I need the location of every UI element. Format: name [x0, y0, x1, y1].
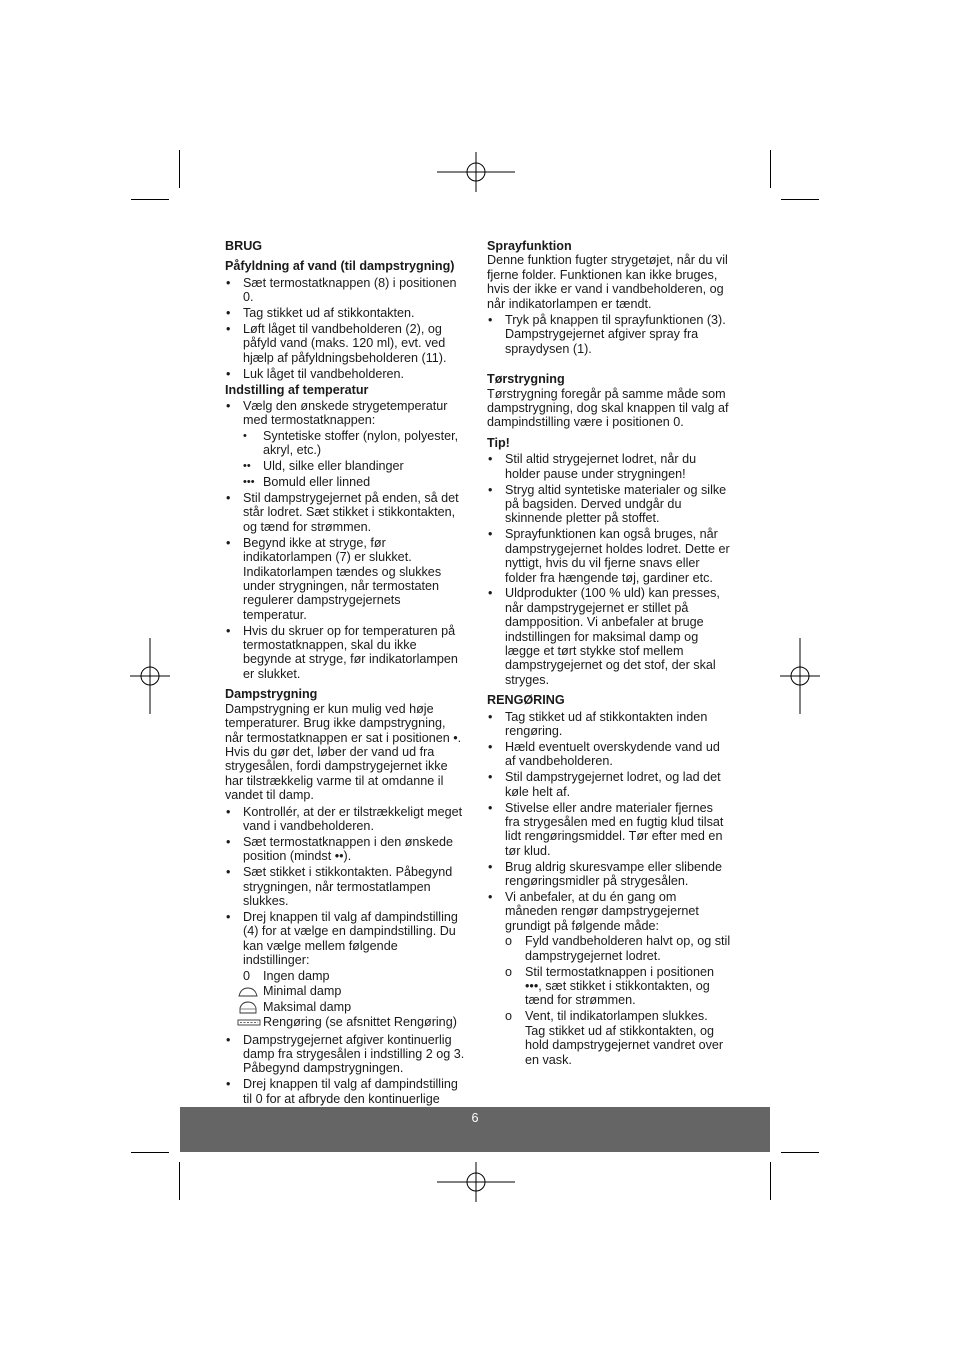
temperature-list	[225, 399, 467, 681]
temperature-dot-marker: •••	[243, 476, 255, 489]
crop-mark-top-left-vertical	[179, 150, 180, 188]
list-item: ••• Bomuld eller linned	[243, 475, 371, 490]
subheading-tip: Tip!	[487, 435, 510, 450]
bullet: •	[488, 770, 493, 785]
list-item: • Løft låget til vandbeholderen (2), og påfyld vand (maks. 120 ml), evt. ved hjælp af påfyldningsbeholderen (11).	[226, 322, 447, 365]
steam-settings-list	[243, 969, 467, 1031]
list-item: • Sprayfunktionen kan også bruges, når dampstrygejernet holdes lodret. Dette er nyttigt, hvis du vil fjerne snavs eller folder fra hængende tøj, gardiner etc.	[488, 527, 730, 585]
bullet: •	[226, 275, 231, 290]
tip-list	[487, 452, 731, 687]
list-item: • Sæt termostatknappen (8) i positionen 0.	[226, 275, 457, 305]
steam-paragraph: Dampstrygning er kun mulig ved høje temperaturer. Brug ikke dampstrygning, når termostatknappen er sat i positionen •. Hvis du gør det, løber der vand ud fra strygesålen, fordi dampstrygejernet ikke har tilstrækkelig varme til at omdanne il vandet til damp.	[225, 701, 462, 803]
cleaning-icon	[237, 1015, 259, 1030]
bullet: •	[488, 452, 493, 467]
list-item: 0 Ingen damp	[243, 968, 330, 983]
list-item: • Sæt termostatknappen i den ønskede position (mindst ••).	[226, 834, 454, 864]
left-column	[225, 239, 467, 1122]
right-column	[487, 239, 731, 1068]
minimal-steam-icon	[237, 984, 259, 999]
temperature-dot-marker: •	[243, 429, 247, 442]
bullet: •	[226, 623, 231, 638]
list-item: o Fyld vandbeholderen halvt op, og stil dampstrygejernet lodret.	[505, 934, 731, 963]
list-item: • Brug aldrig skuresvampe eller slibende rengøringsmidler på strygesålen.	[488, 859, 723, 889]
subheading-spray: Sprayfunktion	[487, 239, 572, 253]
list-item: • Drej knappen til valg af dampindstilling til 0 for at afbryde den kontinuerlige	[226, 1077, 458, 1106]
list-item: o Vent, til indikatorlampen slukkes. Tag stikket ud af stikkontakten, og hold dampstrygejernet vandret over en vask.	[505, 1009, 724, 1067]
circle-bullet: o	[505, 934, 513, 949]
bullet: •	[488, 890, 493, 905]
registration-mark-right	[780, 638, 820, 714]
cleaning-list	[487, 710, 731, 1067]
crop-mark-bottom-left-vertical	[179, 1162, 180, 1200]
subheading-temperature: Indstilling af temperatur	[225, 382, 369, 397]
list-item: • Sæt stikket i stikkontakten. Påbegynd strygningen, når termostatlampen slukkes.	[226, 865, 453, 908]
list-item: • Drej knappen til valg af dampindstilling (4) for at vælge en dampindstilling. Du kan vælge mellem følgende indstillinger: 0 Ingen damp Minimal damp Maksimal damp Rengøring (se afsnittet Rengøring)	[225, 910, 467, 1031]
spray-list	[487, 313, 731, 356]
list-item: • Uldprodukter (100 % uld) kan presses, når dampstrygejernet er stillet på dampposition. Vi anbefaler at bruge indstillingen for maksimal damp og lægge et tørt stykke stof mellem dampstrygejernet og det stof, der skal stryges.	[488, 586, 720, 687]
footer-bar	[180, 1107, 770, 1152]
bullet: •	[226, 491, 231, 505]
page-number: 6	[471, 1111, 479, 1125]
bullet: •	[488, 586, 493, 601]
bullet: •	[226, 535, 231, 550]
list-item: • Stil dampstrygejernet på enden, så det står lodret. Sæt stikket i stikkontakten, og tænd for strømmen.	[226, 491, 459, 534]
bullet: •	[226, 909, 231, 924]
list-item: • Stivelse eller andre materialer fjernes fra strygesålen med en fugtig klud tilsat lidt rengøringsmiddel. Tør efter med en tør klud.	[488, 800, 724, 858]
zero-symbol: 0	[243, 968, 251, 983]
subheading-dry-ironing: Tørstrygning	[487, 372, 565, 387]
list-item: • Kontrollér, at der er tilstrækkeligt meget vand i vandbeholderen.	[226, 804, 463, 833]
list-item: • Tag stikket ud af stikkontakten inden rengøring.	[488, 709, 708, 739]
list-item: • Stil dampstrygejernet lodret, og lad det køle helt af.	[488, 770, 721, 799]
registration-mark-left	[130, 638, 170, 714]
bullet: •	[488, 482, 493, 497]
crop-mark-bottom-right-vertical	[770, 1162, 771, 1200]
list-item: o Stil termostatknappen i positionen •••, sæt stikket i stikkontakten, og tænd for strømmen.	[505, 964, 715, 1008]
bullet: •	[226, 322, 231, 337]
crop-mark-top-right-horizontal	[781, 199, 819, 200]
bullet: •	[488, 313, 493, 328]
dry-paragraph: Tørstrygning foregår på samme måde som dampstrygning, dog skal knappen til valg af dampindstilling være i positionen 0.	[487, 386, 729, 430]
bullet: •	[488, 859, 493, 874]
list-item: • Vælg den ønskede strygetemperatur med termostatknappen: • Syntetiske stoffer (nylon, polyester, akryl, etc.) •• Uld, silke eller blandinger ••• Bomuld eller linned	[225, 399, 467, 489]
crop-mark-bottom-left-horizontal	[131, 1152, 169, 1153]
list-item: • Begynd ikke at stryge, før indikatorlampen (7) er slukket. Indikatorlampen tændes og slukkes under strygningen, når termostaten regulerer dampstrygejernets temperatur.	[226, 535, 442, 622]
circle-bullet: o	[505, 1009, 513, 1024]
filling-list	[225, 276, 467, 381]
list-item: • Syntetiske stoffer (nylon, polyester, akryl, etc.)	[243, 428, 459, 458]
crop-mark-bottom-right-horizontal	[781, 1152, 819, 1153]
bullet: •	[226, 306, 231, 321]
bullet: •	[226, 1077, 231, 1092]
list-item: • Vi anbefaler, at du én gang om måneden rengør dampstrygejernet grundigt på følgende måde: o Fyld vandbeholderen halvt op, og stil dampstrygejernet lodret. o Stil termostatknappen i positionen •••, sæt stikket i stikkontakten, og tænd for strømmen. o Vent, til indikatorlampen slukkes. Tag stikket ud af stikkontakten, og hold dampstrygejernet vandret over en vask.	[488, 890, 731, 1067]
list-item: • Stil altid strygejernet lodret, når du holder pause under strygningen!	[488, 452, 697, 481]
list-item: • Tag stikket ud af stikkontakten.	[226, 306, 415, 321]
bullet: •	[488, 709, 493, 724]
registration-mark-bottom	[437, 1162, 515, 1202]
list-item: • Stryg altid syntetiske materialer og silke på bagsiden. Derved undgår du skinnende pletter på stoffet.	[488, 482, 727, 526]
bullet: •	[226, 834, 231, 849]
bullet: •	[488, 800, 493, 815]
subheading-water-filling: Påfyldning af vand (til dampstrygning)	[225, 259, 455, 274]
list-item: Minimal damp	[243, 984, 467, 1000]
list-item: • Hæld eventuelt overskydende vand ud af vandbeholderen.	[488, 740, 720, 769]
bullet: •	[488, 527, 493, 542]
bullet: •	[226, 366, 231, 381]
bullet: •	[226, 1032, 231, 1047]
spray-paragraph: Denne funktion fugter strygetøjet, når du vil fjerne folder. Funktionen kan ikke bruges, hvis der ikke er vand i vandbeholderen, og når indikatorlampen er tændt.	[487, 253, 728, 311]
list-item: Rengøring (se afsnittet Rengøring)	[243, 1015, 467, 1031]
list-item: Maksimal damp	[243, 1000, 467, 1016]
subheading-steam-ironing: Dampstrygning	[225, 687, 318, 702]
list-item: • Luk låget til vandbeholderen.	[226, 366, 405, 381]
section-heading-brug: BRUG	[225, 239, 263, 253]
list-item: •• Uld, silke eller blandinger	[243, 459, 404, 474]
crop-mark-top-left-horizontal	[131, 199, 169, 200]
crop-mark-top-right-vertical	[770, 150, 771, 188]
temperature-dot-marker: ••	[243, 460, 251, 473]
bullet: •	[226, 399, 231, 414]
bullet: •	[226, 865, 231, 880]
circle-bullet: o	[505, 964, 513, 979]
bullet: •	[488, 740, 493, 754]
steam-list	[225, 805, 467, 1121]
list-item: • Dampstrygejernet afgiver kontinuerlig damp fra strygesålen i indstilling 2 og 3. Påbegynd dampstrygningen.	[226, 1032, 465, 1076]
bullet: •	[226, 804, 231, 819]
list-item: • Hvis du skruer op for temperaturen på termostatknappen, skal du ikke begynde at stryge, før indikatorlampen er slukket.	[226, 623, 458, 681]
fabric-temperature-list	[243, 429, 467, 490]
section-heading-cleaning: RENGØRING	[487, 693, 565, 708]
monthly-cleaning-steps	[505, 934, 731, 1067]
list-item: • Tryk på knappen til sprayfunktionen (3). Dampstrygejernet afgiver spray fra spraydysen (1).	[488, 313, 726, 356]
registration-mark-top	[437, 152, 515, 192]
maximal-steam-icon	[237, 1000, 259, 1015]
